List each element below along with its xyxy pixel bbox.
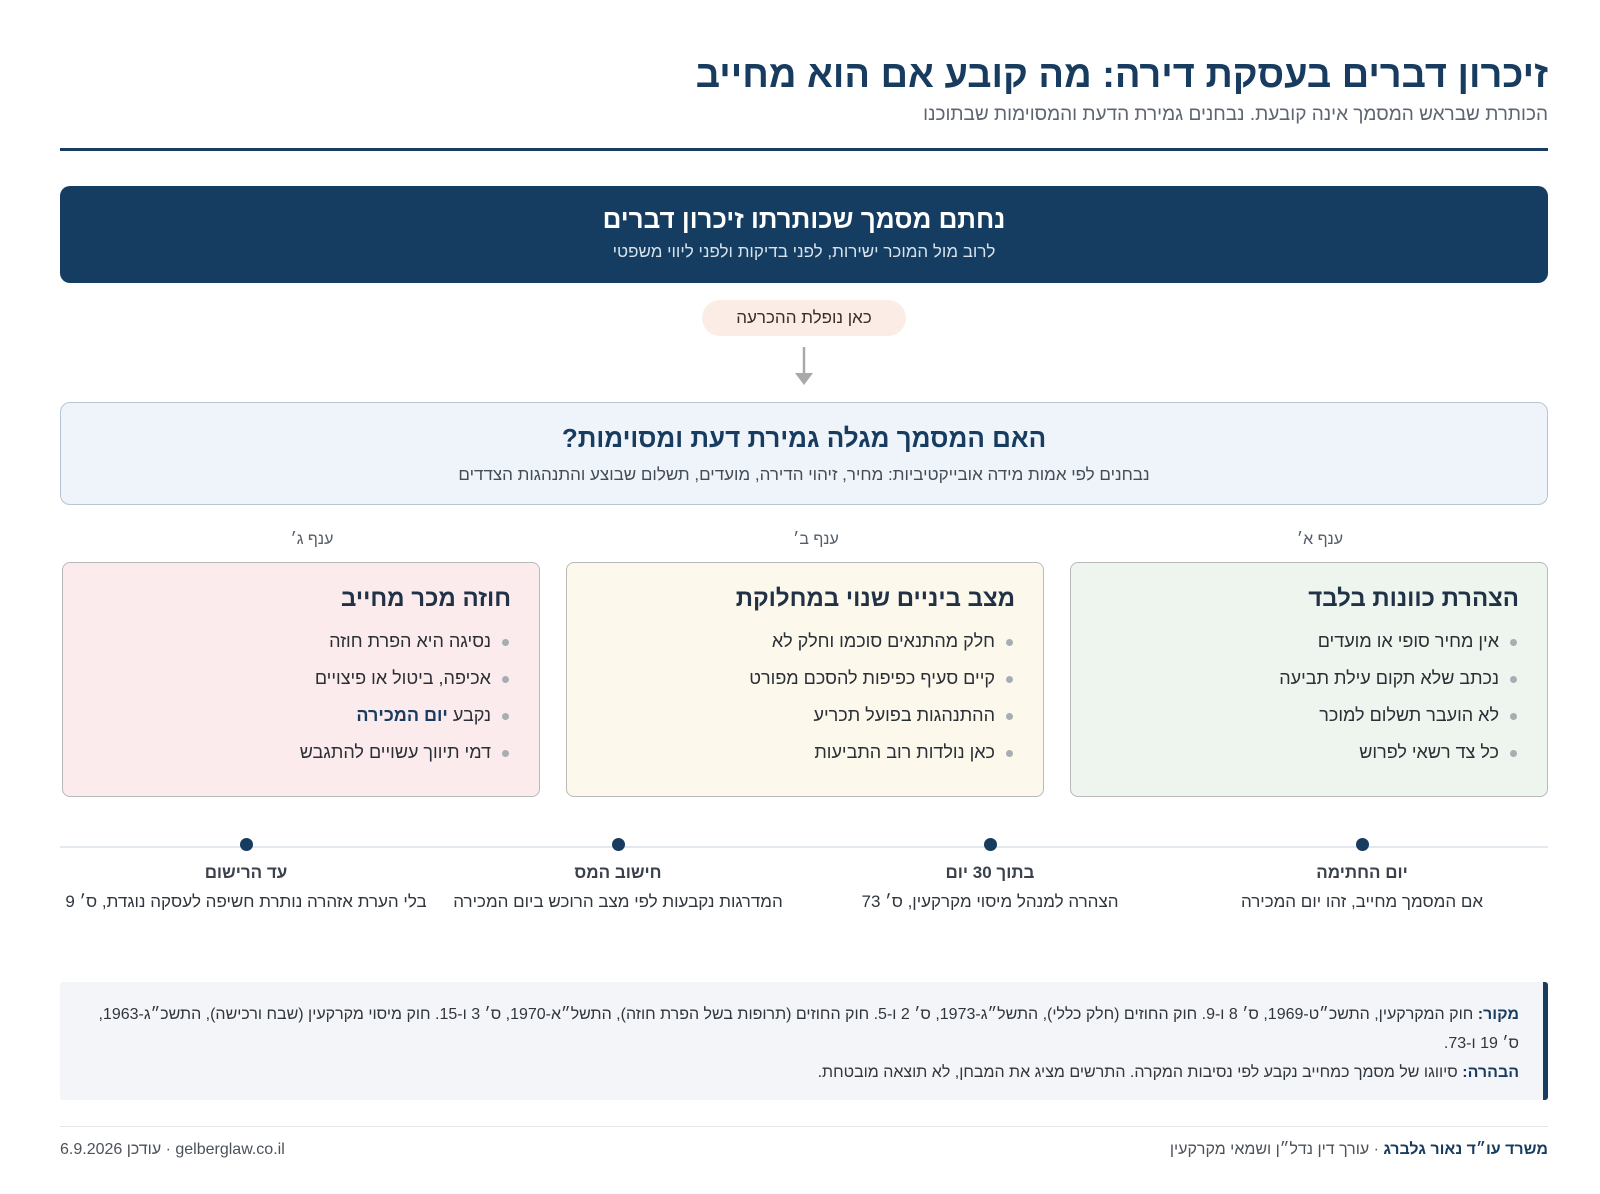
branch-b-label: ענף ב׳ — [793, 531, 839, 548]
list-item: כאן נולדות רוב התביעות — [587, 734, 1015, 771]
decision-question-box — [60, 402, 1548, 505]
list-item: לא הועבר תשלום למוכר — [1091, 697, 1519, 734]
timeline-dot — [1356, 838, 1369, 851]
list-item-emphasis: יום המכירה — [356, 705, 448, 725]
list-item: חלק מהתנאים סוכמו וחלק לא — [587, 623, 1015, 660]
branch-a-card — [1070, 562, 1548, 797]
list-item: כל צד רשאי לפרוש — [1091, 734, 1519, 771]
firm-tagline: · עורך דין נדל״ן ושמאי מקרקעין — [1169, 1141, 1384, 1158]
source-note — [60, 982, 1548, 1100]
timeline-step-text: הצהרה למנהל מיסוי מקרקעין, ס׳ 73 — [861, 892, 1119, 911]
firm-name: משרד עו״ד נאור גלברג — [1383, 1141, 1548, 1158]
branch-a-label: ענף א׳ — [1296, 531, 1344, 548]
start-box-subtitle: לרוב מול המוכר ישירות, לפני בדיקות ולפני ליווי משפטי — [612, 242, 996, 261]
timeline-step-text: אם המסמך מחייב, זהו יום המכירה — [1240, 892, 1484, 911]
source-label: מקור: — [1477, 1006, 1519, 1023]
question-subtitle: נבחנים לפי אמות מידה אובייקטיביות: מחיר, זיהוי הדירה, מועדים, תשלום שבוצע והתנהגות הצדדים — [458, 465, 1150, 484]
timeline-step-title: בתוך 30 יום — [945, 863, 1035, 882]
start-box — [60, 186, 1548, 283]
timeline-dot — [984, 838, 997, 851]
source-text: חוק המקרקעין, התשכ״ט-1969, ס׳ 8 ו-9. חוק החוזים (חלק כללי), התשל״ג-1973, ס׳ 2 ו-5. חוק החוזים (תרופות בשל הפרת חוזה), התשל״א-1970, ס׳ 3 ו-15. חוק מיסוי מקרקעין (שבח ורכישה), התשכ״ג-1963, ס׳ 19 ו-73. — [98, 1006, 1519, 1052]
branch-b-list — [587, 623, 1015, 771]
start-box-title: נחתם מסמך שכותרתו זיכרון דברים — [602, 204, 1006, 234]
timeline-step — [1176, 838, 1548, 915]
timeline-step — [432, 838, 804, 915]
list-item: אין מחיר סופי או מועדים — [1091, 623, 1519, 660]
list-item: ההתנהגות בפועל תכריע — [587, 697, 1015, 734]
disclaimer-line — [80, 1058, 1519, 1087]
timeline-step — [804, 838, 1176, 915]
disclaimer-text: סיווגו של מסמך כמחייב נקבע לפי נסיבות המקרה. התרשים מציג את המבחן, לא תוצאה מובטחת. — [817, 1064, 1463, 1081]
branch-c-title: חוזה מכר מחייב — [340, 585, 511, 612]
list-item-text: נקבע — [447, 705, 491, 725]
timeline-dot — [240, 838, 253, 851]
disclaimer-label: הבהרה: — [1462, 1064, 1519, 1081]
timeline-dot — [612, 838, 625, 851]
source-line — [80, 1000, 1519, 1058]
branch-b-title: מצב ביניים שנוי במחלוקת — [735, 585, 1015, 612]
title-divider — [60, 148, 1548, 151]
list-item: אכיפה, ביטול או פיצויים — [83, 660, 511, 697]
branch-c-card — [62, 562, 540, 797]
branch-c-list — [83, 623, 511, 771]
page-subtitle: הכותרת שבראש המסמך אינה קובעת. נבחנים גמירת הדעת והמסוימות שבתוכנו — [923, 104, 1548, 125]
down-arrow-icon — [794, 347, 814, 385]
question-title: האם המסמך מגלה גמירת דעת ומסוימות? — [561, 423, 1047, 453]
branch-b-card — [566, 562, 1044, 797]
timeline-step-title: חישוב המס — [574, 863, 662, 882]
list-item: נכתב שלא תקום עילת תביעה — [1091, 660, 1519, 697]
timeline-step-title: יום החתימה — [1316, 863, 1408, 882]
footer-site-date: gelberglaw.co.il · עודכן 6.9.2026 — [60, 1141, 285, 1158]
timeline-step — [60, 838, 432, 915]
footer-firm — [1170, 1141, 1548, 1159]
page — [60, 0, 1548, 1194]
list-item — [83, 697, 511, 734]
list-item: דמי תיווך עשויים להתגבש — [83, 734, 511, 771]
list-item: נסיגה היא הפרת חוזה — [83, 623, 511, 660]
footer-divider — [60, 1126, 1548, 1127]
timeline-step-text: בלי הערת אזהרה נותרת חשיפה לעסקה נוגדת, ס׳ 9 — [65, 892, 427, 911]
page-title: זיכרון דברים בעסקת דירה: מה קובע אם הוא מחייב — [695, 54, 1548, 96]
timeline-step-title: עד הרישום — [204, 863, 288, 882]
branch-a-list — [1091, 623, 1519, 771]
decision-pill: כאן נופלת ההכרעה — [702, 300, 906, 336]
list-item: קיים סעיף כפיפות להסכם מפורט — [587, 660, 1015, 697]
branch-a-title: הצהרת כוונות בלבד — [1308, 585, 1519, 612]
timeline-step-text: המדרגות נקבעות לפי מצב הרוכש ביום המכירה — [453, 892, 783, 911]
branch-c-label: ענף ג׳ — [290, 531, 334, 548]
